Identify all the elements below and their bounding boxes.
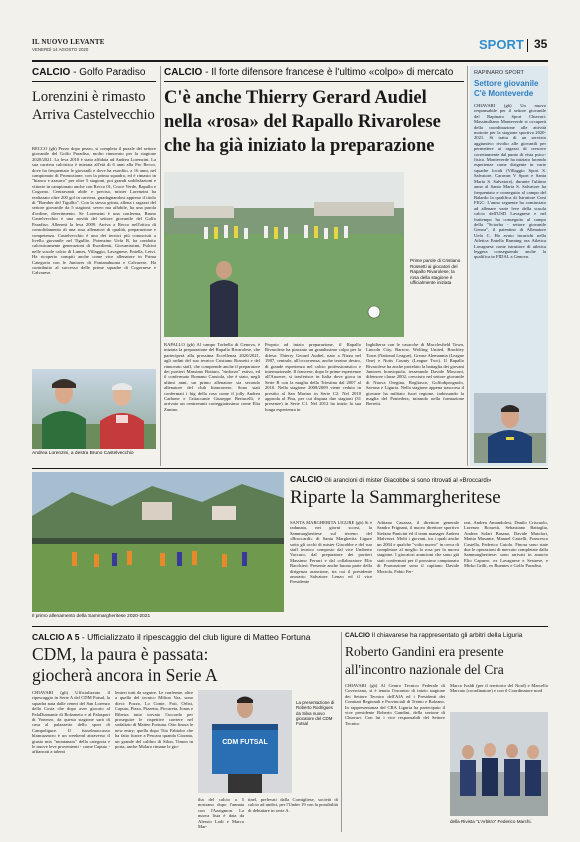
a2-title-line2: nella «rosa» del Rapallo Rivarolese (164, 112, 441, 132)
a4-top-rule (32, 468, 548, 469)
a5-col1: CHIAVARI (gb) Ufficializzato il ripescaggio in Serie A del CDM Futsal, la squadra nata dalle ceneri del San Lorenzo della Costa che dopo aver giocato al PalaDiamante di Bolzaneto e al Palasport di Vonerzo, da questa stagione sarà di casa al palazzetto dello sport di Campoligure. Il fusselmaccasso blancazzurro è un weekend attraverso il giusto mix "montanaro" della categoria e le nuove leve provenienti - come Caputo - affiancati a talenti (32, 690, 110, 755)
a5-col4: tinel, prelevati dalla Cornigliese, società di calcio ad undici, per l'Under 19 con la possibilità di debuttare in serie A. (248, 797, 338, 813)
a2-col1: RAPALLO (gb) Al campo Torbella di Genova, è iniziata la preparazione del Rapallo Rivarolese, che parteciperà alla prossima Eccellenza 2020/2021, agli ordini del suo tecnico Cristiano Rossetti e del rinnovato staff, che comprende anche il preparatore dei portieri Massimo Bottaro, "rinforzo" estivo, ed il confermato Romano Cassiola, che è stato, negli ultimi anni, un primo allenatore sia secondo allenatore del club bianconero. Sono stati confermati i big della rosa come il jolly Andrea Carbone e l'attaccante Giuseppe Bertucelli, è arrivato un centravanti corteggiatissimo come Elia Zunino. (164, 342, 260, 412)
a4-col3: rari, Andrea Amandolesi, Danilo Criscuolo, Lorenzo Rossetti, Sebastiano Battaglia, Andrea Solari Basano, Davide Maiolori, Mattia Musante, Manuel Castelli, Francesco Castella, Federico Cuiolo. Finora sono state due le operazioni di mercato completate dalla Sammargheritese: sono arrivati in arancio Elio Capurro, ex Lavagnese e Sestrese, e Mirko Grilli, ex Ruentes e Golfo Paradiso. (464, 520, 548, 569)
a2-title-line1: C'è anche Thierry Gerard Audiel (164, 88, 427, 108)
a1-body: RECCO (gb) Pezzo dopo pezzo, si completa il puzzle del settore giovanile del Golfo Paradiso, molto rinnovato per la stagione 2020/2021. La leva 2010 è stata affidata ad Andrea Lorenzini. La sua carriera calcistica è iniziata all'età di 6 anni alla Pro Recco, dove ha frequentato le giovanili e dove ha esordito, a 16 anni, nel campionato di Promozione, con la prima squadra, ed è rimasto in "bianco e azzurro" per oltre 5 stagioni, poi grandi soddisfazioni e vittorie in campionato anche con Recco 01, Croce Verde, Rapallo e Cogorno. Centravanti abile e preciso, mister Lorenzini ha realizzato oltre 200 gol in carriera, guadagnandosi appieno il titolo di "Bomber del Tigullio". Con la stessa grinta, allena i ragazzi del settore giovanile da 5 stagioni: seveo ma affabile, ha una parola d'ordine, divertimento. Se Lorenzini è una conferma, Bruno Castelvecchio è una novità del settore giovanile del Golfo Paradiso. Allenerà la leva 2009. Arriva a Recco nell'ottica di consolidamento di una rosa allenatori di qualità, preparazione e competenza. Castelvecchio è uno dei tecnici più conosciuti a livello giovanile nel Tigullio. Potenzino Uefa B, ha condotto calcisticamente generazioni di Esordienti, Giovanissimi, Pulcini nelle scuole calcio di Lumes, Villaggio, Lavagnese, Entella, Leivi. Ha ricoperto compiti anche come vice allenatore in Prima Categoria con le Juniores di Fontanabuona e Calvarese. Ha contribuito al successo delle prime squadre di Cogornese e Calvarese. (32, 146, 156, 276)
a5-top-rule (32, 626, 548, 627)
a2-kicker-rule (164, 81, 464, 82)
a3-title-line2: C'è Monteverde (474, 89, 534, 98)
masthead-rule (32, 60, 548, 62)
a6-photo-image (450, 712, 548, 816)
a5-col3: tha del calcio a 5 nostrano dopo l'annata con l'Azzigmon. La nuova lista è data da Alessio Lodi e Marco Mar- (198, 797, 244, 830)
a1-kicker-rule (32, 81, 156, 82)
a6-kicker: CALCIO Il chiavarese ha rappresentato gli arbitri della Liguria (345, 632, 523, 639)
paper-name: IL NUOVO LEVANTE (32, 38, 105, 46)
a1-title-line1: Lorenzini è rimasto (32, 89, 146, 105)
a5-kicker: CALCIO A 5 - Ufficializzato il ripescaggio del club ligure di Matteo Fortuna (32, 632, 311, 642)
a3-photo (474, 393, 546, 463)
a2-kicker: CALCIO - Il forte difensore francese è l'ultimo «colpo» di mercato (164, 67, 454, 78)
col-divider-right (467, 66, 468, 466)
a4-kicker: CALCIO Gli arancioni di mister Giacobbe si sono ritrovati al «Broccardi» (290, 474, 492, 484)
a2-col2: Proprio ad inizio preparazione, il Rapallo Rivarolese ha piazzato un grandissimo colpo per la difesa: Thierry Gerard Audiel, nato a Nizza nel 1987, centrale, all'occorrenza, anche terzino destro, di grande esperienza nel calcio professionistico e internazionale. Il francese, dopo le prime esperienze all'Auxerre, si trasferisce in Italia dove gioca in Serie B con la maglia della Triestina dal 2007 al 2010. Nella stagione 2008/2009 viene ceduto in prestito al San Marino in Serie C2. Nel 2010 approda al Pisa, per cui disputa due stagioni (31 presenze) in Serie C1. Nel 2012 ha inizio la sua lunga esperienza in (265, 342, 361, 412)
masthead-divider (527, 39, 528, 52)
a3-kicker: RAPINARO SPORT (474, 70, 524, 76)
a3-headline (474, 79, 548, 99)
a3-body: CHIAVARI (gb) Un nuovo responsabile per il settore giovanile del Rapinaro Sport Chiavari: Massimiliano Monteverde si occuperà della coordinazione alle attività motorie per la stagione sportiva 2020-2021. Si tratta di un servizio aggiuntivo rivolto alle giovanili per permettere ai ragazzi di crescere correttamente dal punto di vista psico-fisico. Monteverde ha iniziato facendo esperienze come dirigente in varie squadre locali (Villaggio Sport S. Salvatore, Caravan V Sport e Santa Maria S. Salvatore), durante l'ultimo anno al Santa Maria S. Salvatore ha frequentato e conseguito al campo del Balardo la qualifica di Istruttore Coni FIGC. L'anno seguente ha cominciato ad allenare varie leve della scuola calcio dell'USD Lavagnese e nel frattempo ha conseguito al campo della "Sciorba - settore giovanile Genoa", il patentino di Allenatore Uefa C. Ha avuto incarichi nella Atletica Entella Running ora Atletica Lavagnese come istruttore di atletica leggera conseguendo anche la qualifica in FIDAL a Genova. (474, 103, 546, 260)
a6-caption: della Rivista "L'Arbitro" Federico Marchi. (450, 819, 532, 824)
a2-headline (164, 86, 464, 158)
a4-col1: SANTA MARGHERITA LIGURE (gb) Si è radunata, nei giorni scorsi, la Sammargheritese sul terreno del «Broccardi» di Santa Margherita Ligure sotto gli occhi di mister Giacobbe e del suo staff tecnico composto dal vice Umberto Vaccaro, dal preparatore dei portieri Massimo Ferrari e dal collaboratore Elio Bacchieri. Presente anche buona parte della dirigenza arancione, tra cui il presidente onorario Salvatore Lenzo ed il vice Presidente (290, 520, 372, 585)
a6-title-line1: Roberto Gandini era presente (345, 644, 504, 659)
a1-photo (32, 369, 156, 449)
a4-col2: Adriano Casazza, il direttore generale Sandro Frignani, il nuovo direttore sportivo Stefano Panicini ed il team manager Andrea Malvezzi. Molti i giovani, tra i quali anche un 2004 e qualche "volto nuovo" in cerca di completare al meglio la rosa per la nuova stagione. I giocatori arancioni che sono già stati confermati per il prossimo campionato di Promozione sono il capitano Davide Mortola, Fabio Fer- (377, 520, 459, 574)
a1-photo-image (32, 369, 156, 449)
a3-title-line1: Settore giovanile (474, 79, 539, 88)
a5-title-line2: giocherà ancora in Serie A (32, 665, 218, 685)
a6-col2: Marco Ivaldi (per il territorio del Nord) e Marcello Marcato (coordinatore) e con il Coordinatore nord (450, 683, 548, 694)
masthead (32, 36, 548, 58)
a1-headline (32, 88, 158, 124)
a1-kicker: CALCIO - Golfo Paradiso (32, 67, 146, 78)
a4-headline: Riparte la Sammargheritese (290, 487, 501, 508)
a5-headline (32, 644, 332, 686)
a5-photo (198, 690, 292, 793)
a2-photo-image (164, 172, 404, 337)
a4-photo (32, 472, 284, 612)
section-label: SPORT (479, 37, 524, 52)
a2-title-line3: che ha già iniziato la preparazione (164, 136, 435, 156)
a2-col3: Inghilterra con le casacche di Macclesfield Town, Lincoln City, Barrow, Wolfing United, Brackley Town (National League), Grease Alemannia (League One) e Notts County (League Two). Il Rapallo Rivarolese ha anche protelato la battaglia dei giovani Juniores bonviquola, tesserando Davide Mosconi, difensore classe 2002, cresciuto nel settore giovanile di Nuova Oregina, Bogliasco, Golfodiprognolo, Savona e Liguria. Nella stagione appena trascorsa il giovane ha militato fuori regione, indossando la maglia del Pontedera, mirando nella formazione Berretti. (366, 342, 464, 407)
col-divider-bottom (341, 632, 342, 832)
col-divider-left (160, 66, 161, 466)
a3-photo-image (474, 393, 546, 463)
a4-photo-image (32, 472, 284, 612)
page-number: 35 (534, 37, 548, 51)
a4-caption: Il primo allenamento della Sammargheritese 2020-2021 (32, 614, 151, 619)
paper-date: VENERDÌ 14 AGOSTO 2020 (32, 47, 89, 52)
a5-jersey-text: CDM FUTSAL (222, 739, 268, 746)
a1-caption: Andrea Lorenzini, a destra Bruno Castelvecchio (32, 451, 134, 456)
a6-photo (450, 712, 548, 816)
a2-photo (164, 172, 404, 337)
a6-headline (345, 643, 549, 679)
a5-col2: lenteri tutti da seguire. Le conferme, oltre a quella del tecnico Milton Vaz, sono dieci: Pozzo, Lo Conte, Foti, Orlisi, Caputo, Pizzo, Pizzetta, Piccareta, Jonas e Ribeira tutto torvato l'accordo per proseguire le rispettive carriere nel sodalizio di Matteo Fortuna. Otto finora le new entry; quella dopo Tito Fabiobo che ha fatto furore a Pescara quanda Ciorana, un grande del calibro di Silon, Timon in porta, anche Molaro rimane le gio- (115, 690, 193, 750)
a6-col1: CHIAVARI (gb) Al Centro Tecnico Federale di Coverciano, si è tenuto l'incontro di inizio stagione dei Settore Tecnico dell'AIA ed i Presidenti dei Comitati Regionali e Provinciali di Trento e Bolzano. In rappresentanza del CRA Liguria ha partecipato il vice presidente Roberto Gandini, della sezione di Chiavari. Con lui i vice responsabili del Settore Tecnico (345, 683, 445, 726)
a1-title-line2: Arriva Castelvecchio (32, 107, 155, 123)
a2-caption: Prime parole di Cristiano Rossetti ai giocatori del Rapallo Rivarolese; la rosa della stagione è ufficialmente iniziata (410, 258, 461, 285)
a5-caption: La presentazione di Roberto Rodrigues da Silva nuovo giocatore del CDM Futsal (296, 700, 335, 727)
a6-title-line2: all'incontro nazionale del Cra (345, 662, 504, 677)
a5-title-line1: CDM, la paura è passata: (32, 644, 209, 664)
